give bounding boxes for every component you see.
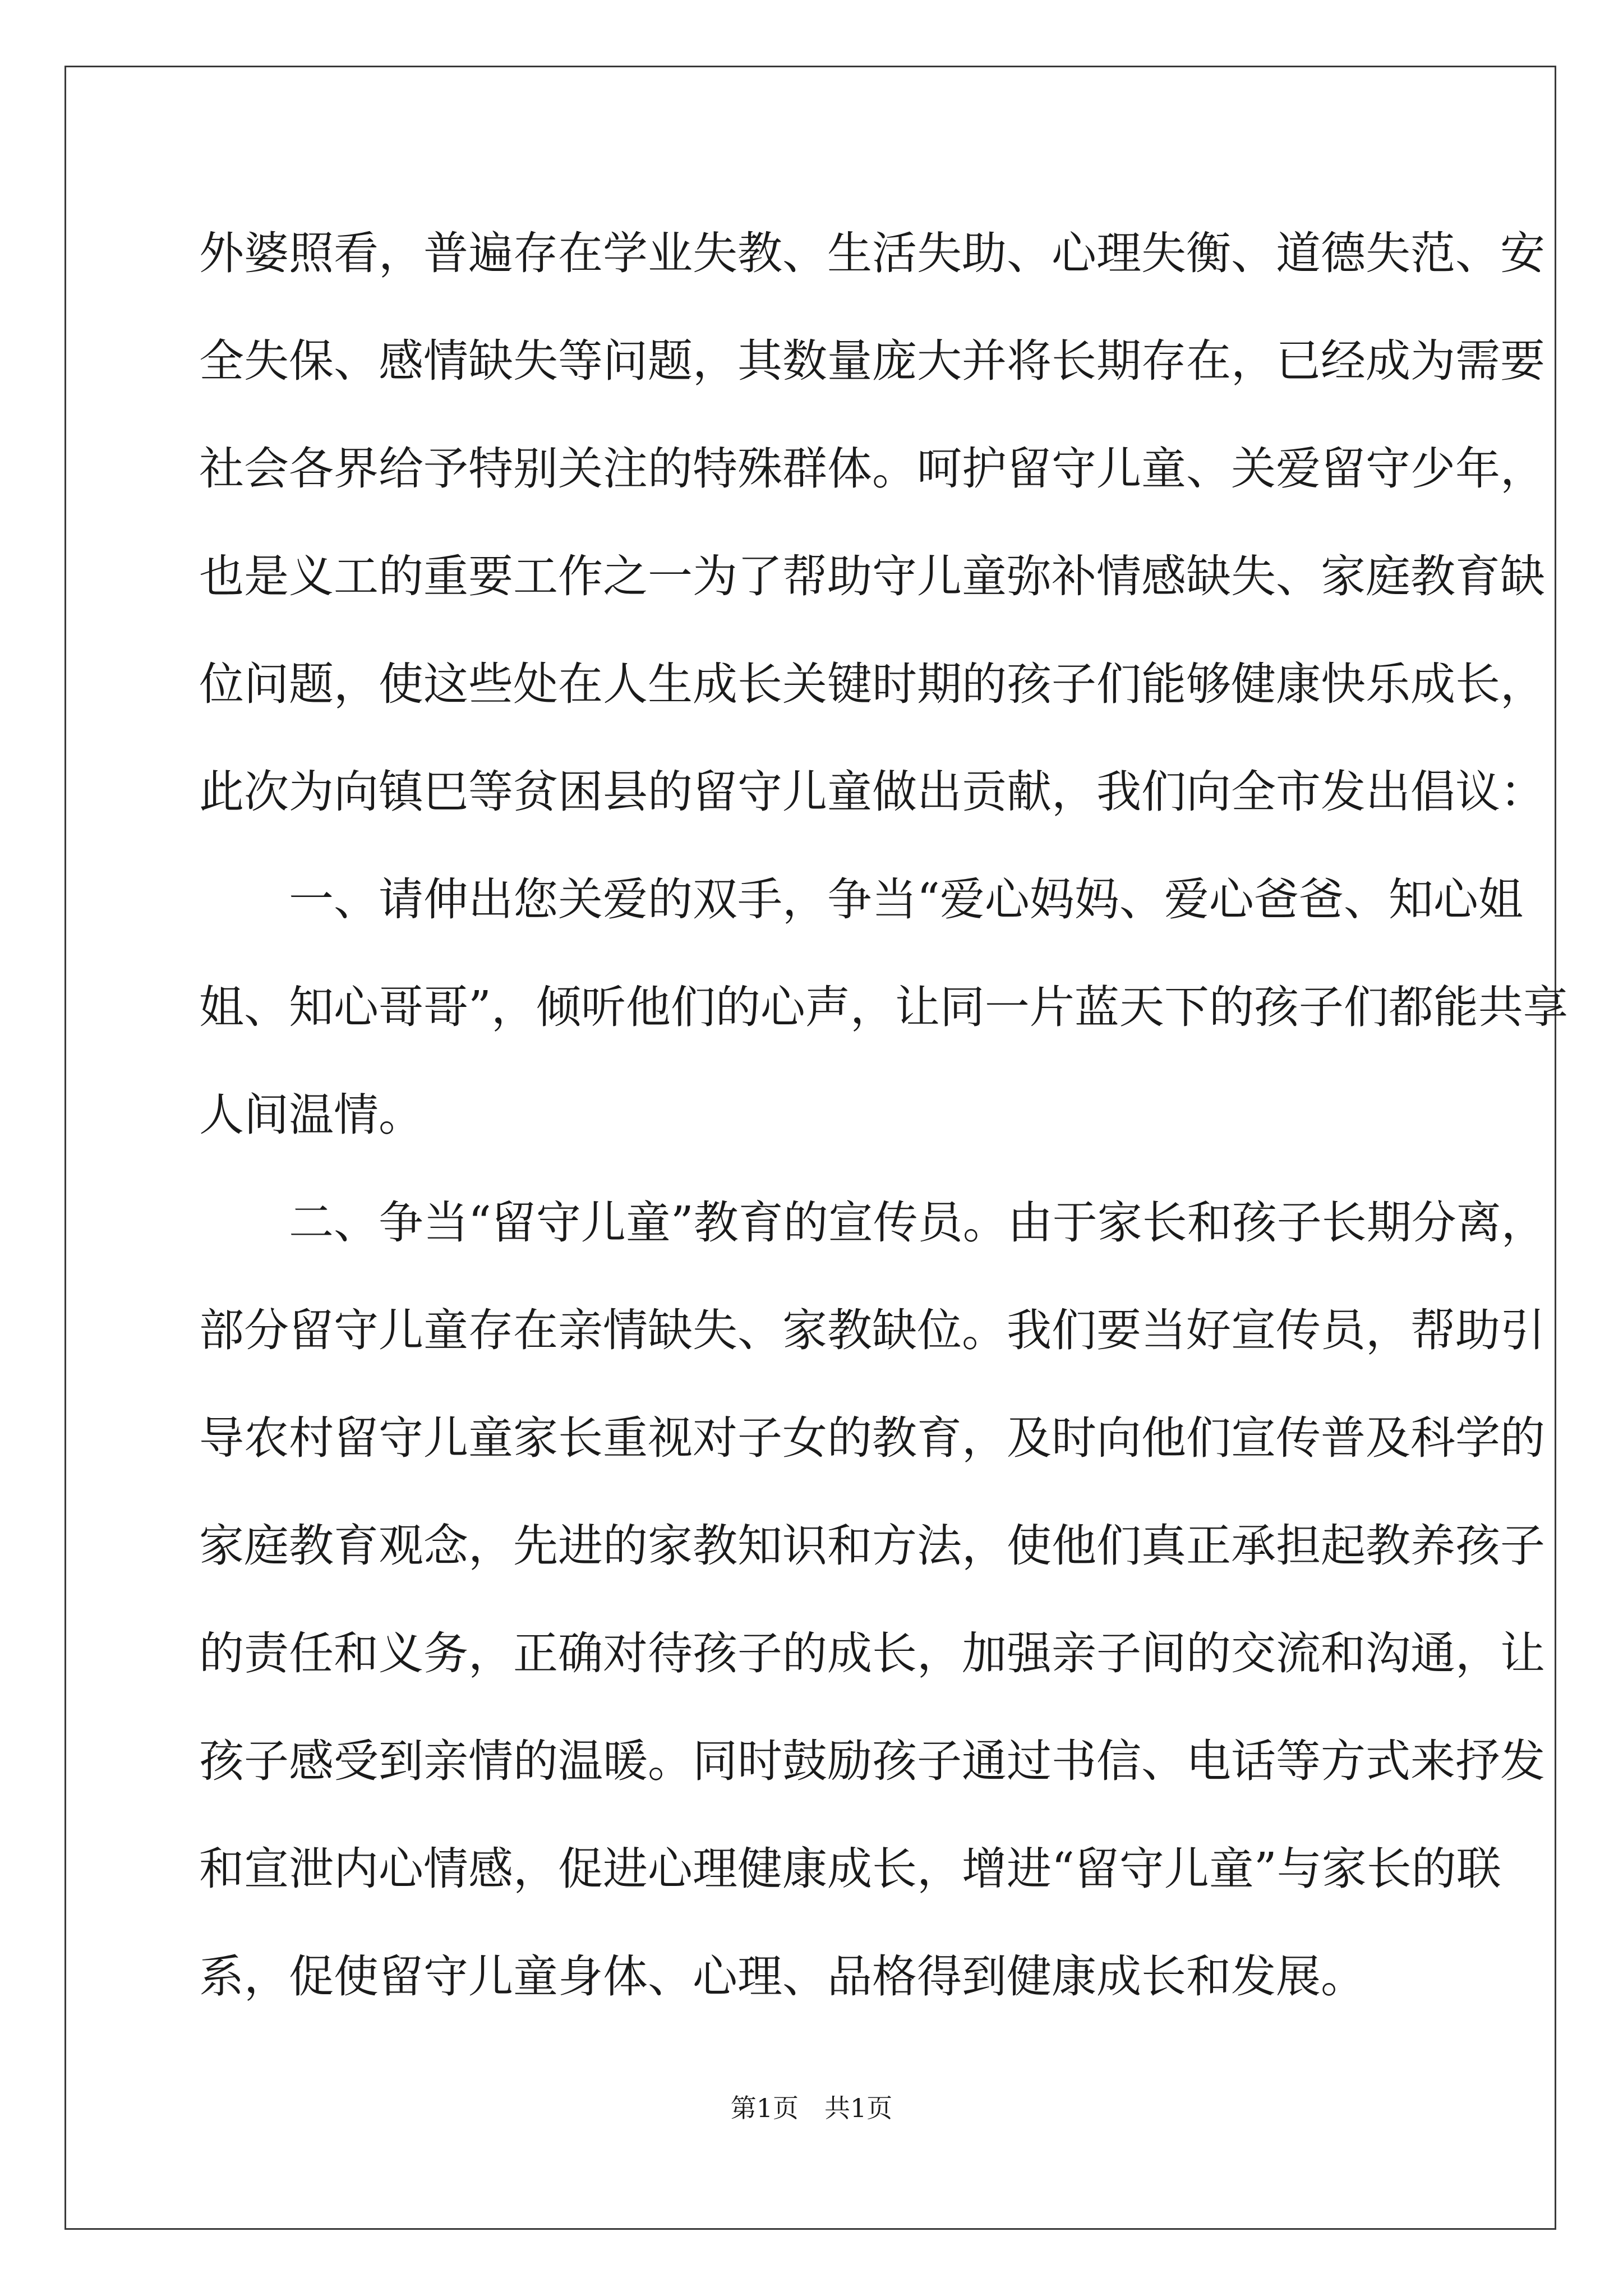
text-line: 孩子感受到亲情的温暖。同时鼓励孩子通过书信、电话等方式来抒发 xyxy=(199,1735,1545,1787)
text-line: 导农村留守儿童家长重视对子女的教育，及时向他们宣传普及科学的 xyxy=(199,1412,1545,1464)
text-line: 家庭教育观念，先进的家教知识和方法，使他们真正承担起教养孩子 xyxy=(199,1520,1545,1572)
text-line: 此次为向镇巴等贫困县的留守儿童做出贡献，我们向全市发出倡议： xyxy=(199,766,1545,818)
text-line: 的责任和义务，正确对待孩子的成长，加强亲子间的交流和沟通，让 xyxy=(199,1627,1545,1680)
text-line: 和宣泄内心情感，促进心理健康成长，增进“留守儿童”与家长的联 xyxy=(199,1843,1501,1895)
text-line: 二、争当“留守儿童”教育的宣传员。由于家长和孩子长期分离， xyxy=(199,1197,1546,1249)
text-line: 一、请伸出您关爱的双手，争当“爱心妈妈、爱心爸爸、知心姐 xyxy=(199,873,1523,926)
document-body xyxy=(199,200,1568,2031)
text-line: 外婆照看，普遍存在学业失教、生活失助、心理失衡、道德失范、安 xyxy=(199,227,1545,279)
page-footer: 第1页 共1页 xyxy=(730,2093,893,2123)
text-line: 全失保、感情缺失等问题，其数量庞大并将长期存在，已经成为需要 xyxy=(199,335,1545,387)
text-line: 也是义工的重要工作之一为了帮助守儿童弥补情感缺失、家庭教育缺 xyxy=(199,550,1545,602)
text-line: 系，促使留守儿童身体、心理、品格得到健康成长和发展。 xyxy=(199,1950,1366,2003)
text-line: 姐、知心哥哥”，倾听他们的心声，让同一片蓝天下的孩子们都能共享 xyxy=(199,981,1568,1033)
text-line: 人间温情。 xyxy=(199,1089,423,1141)
text-line: 部分留守儿童存在亲情缺失、家教缺位。我们要当好宣传员，帮助引 xyxy=(199,1304,1545,1356)
text-line: 社会各界给予特别关注的特殊群体。呵护留守儿童、关爱留守少年， xyxy=(199,443,1545,495)
text-line: 位问题，使这些处在人生成长关键时期的孩子们能够健康快乐成长， xyxy=(199,658,1545,710)
